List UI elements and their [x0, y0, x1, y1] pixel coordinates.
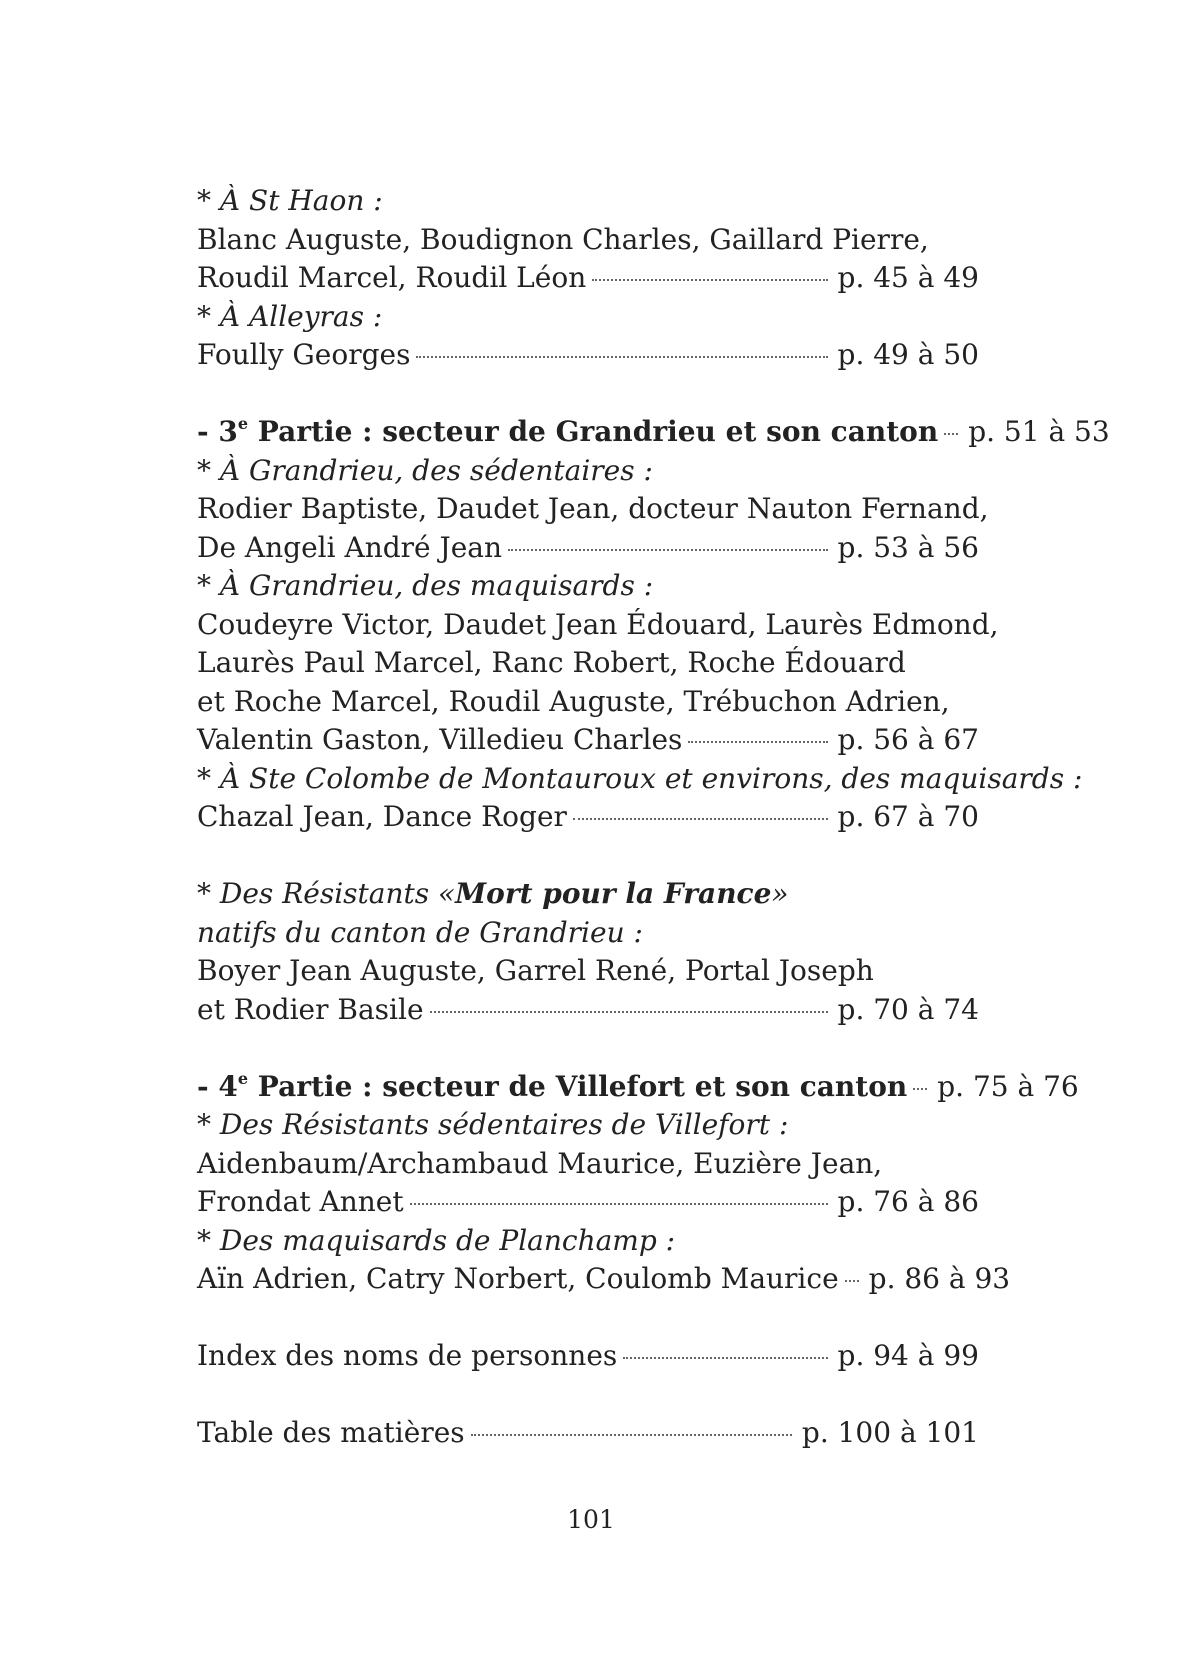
dot-leader [430, 1011, 828, 1013]
ordinal-suffix: e [237, 1068, 249, 1088]
page-range: p. 45 à 49 [837, 261, 979, 294]
page-range: p. 75 à 76 [937, 1069, 1079, 1103]
heading-text: * À Grandrieu, des maquisards : [197, 569, 654, 602]
names-text: Foully Georges [197, 338, 411, 371]
page-range: p. 86 à 93 [868, 1262, 1011, 1295]
dot-leader [410, 1203, 828, 1205]
names-text: De Angeli André Jean [197, 530, 503, 564]
section-heading-ste-colombe [197, 760, 1083, 799]
spacer [197, 1299, 979, 1338]
section-heading-alleyras [197, 298, 979, 337]
toc-entry-st-haon [197, 259, 979, 298]
section-heading-morts-pour-la-france [197, 875, 979, 914]
names-text: Boyer Jean Auguste, Garrel René, Portal Joseph [197, 954, 874, 987]
part-prefix: - 3 [197, 415, 238, 448]
names-text: Roudil Marcel, Roudil Léon [197, 261, 587, 294]
page-range: p. 100 à 101 [801, 1416, 979, 1449]
names-text: Chazal Jean, Dance Roger [197, 800, 567, 833]
dot-leader [944, 433, 958, 435]
table-of-contents [197, 182, 1110, 1453]
entry-label: Table des matières [197, 1416, 465, 1449]
spacer [197, 1029, 979, 1068]
part-title [197, 1068, 907, 1107]
section-heading-planchamp [197, 1222, 979, 1261]
toc-line [197, 644, 979, 683]
dot-leader [623, 1357, 827, 1359]
toc-entry-part-4 [197, 1068, 1079, 1107]
section-subheading [197, 914, 979, 953]
toc-entry-table-des-matieres [197, 1414, 979, 1453]
dot-leader [471, 1434, 792, 1436]
heading-text: * À Ste Colombe de Montauroux et environs, des maquisards : [197, 761, 1083, 795]
names-text: Aïn Adrien, Catry Norbert, Coulomb Maurice [197, 1262, 839, 1295]
toc-entry-alleyras [197, 336, 979, 375]
dot-leader [688, 741, 827, 743]
dot-leader [913, 1088, 927, 1090]
heading-suffix: » [771, 877, 789, 910]
part-title [197, 413, 938, 452]
toc-entry-planchamp [197, 1260, 1011, 1299]
toc-line [197, 952, 979, 991]
heading-text: * Des Résistants sédentaires de Villefort : [197, 1108, 789, 1141]
names-text: et Rodier Basile [197, 992, 424, 1026]
names-text: Aidenbaum/Archambaud Maurice, Euzière Jean, [197, 1146, 883, 1180]
names-text: Rodier Baptiste, Daudet Jean, docteur Nauton Fernand, [197, 492, 989, 525]
page-range: p. 53 à 56 [837, 530, 979, 564]
toc-line [197, 606, 999, 645]
heading-text: * Des maquisards de Planchamp : [197, 1223, 676, 1257]
ordinal-suffix: e [237, 414, 249, 433]
toc-entry-part-3 [197, 413, 1110, 452]
toc-entry-index [197, 1337, 979, 1376]
section-heading-villefort [197, 1106, 979, 1145]
page-range: p. 51 à 53 [968, 415, 1110, 448]
dot-leader [573, 818, 828, 820]
toc-entry-morts [197, 991, 979, 1030]
page-range: p. 49 à 50 [837, 338, 979, 371]
names-text: Valentin Gaston, Villedieu Charles [197, 723, 683, 756]
page-number: 101 [567, 1505, 615, 1534]
page-range: p. 94 à 99 [837, 1339, 979, 1372]
heading-text: * À St Haon : [197, 184, 383, 217]
names-text: Coudeyre Victor, Daudet Jean Édouard, Laurès Edmond, [197, 607, 999, 641]
names-text: Frondat Annet [197, 1185, 404, 1218]
section-heading-grandrieu-maquisards [197, 567, 979, 606]
spacer [197, 837, 979, 876]
entry-label: Index des noms de personnes [197, 1339, 618, 1372]
part-prefix: - 4 [197, 1069, 238, 1103]
heading-text: * À Grandrieu, des sédentaires : [197, 453, 653, 487]
toc-line [197, 1145, 979, 1184]
spacer [197, 1376, 979, 1415]
heading-bold: Mort pour la France [455, 877, 772, 910]
section-heading-grandrieu-sedentaires [197, 452, 979, 491]
dot-leader [592, 279, 827, 281]
names-text: Laurès Paul Marcel, Ranc Robert, Roche Édouard [197, 646, 906, 679]
names-text: et Roche Marcel, Roudil Auguste, Trébuchon Adrien, [197, 684, 950, 718]
page-range: p. 56 à 67 [837, 723, 979, 756]
heading-prefix: * Des Résistants « [197, 877, 456, 910]
toc-line [197, 221, 979, 260]
toc-entry-grandrieu-sedentaires [197, 529, 979, 568]
part-title-text: Partie : secteur de Villefort et son canton [248, 1069, 908, 1103]
dot-leader [845, 1280, 859, 1282]
toc-entry-ste-colombe [197, 798, 979, 837]
dot-leader [508, 549, 827, 551]
names-text: Blanc Auguste, Boudignon Charles, Gaillard Pierre, [197, 222, 929, 256]
page-range: p. 76 à 86 [837, 1185, 979, 1218]
part-title-text: Partie : secteur de Grandrieu et son canton [248, 415, 939, 448]
subheading-text: natifs du canton de Grandrieu : [197, 915, 643, 949]
toc-entry-grandrieu-maquisards [197, 721, 979, 760]
toc-entry-villefort [197, 1183, 979, 1222]
dot-leader [416, 356, 827, 358]
page-range: p. 67 à 70 [837, 800, 979, 833]
toc-line [197, 490, 989, 529]
section-heading-st-haon [197, 182, 979, 221]
spacer [197, 375, 979, 414]
toc-line [197, 683, 979, 722]
page-range: p. 70 à 74 [837, 992, 979, 1026]
heading-text: * À Alleyras : [197, 299, 383, 333]
